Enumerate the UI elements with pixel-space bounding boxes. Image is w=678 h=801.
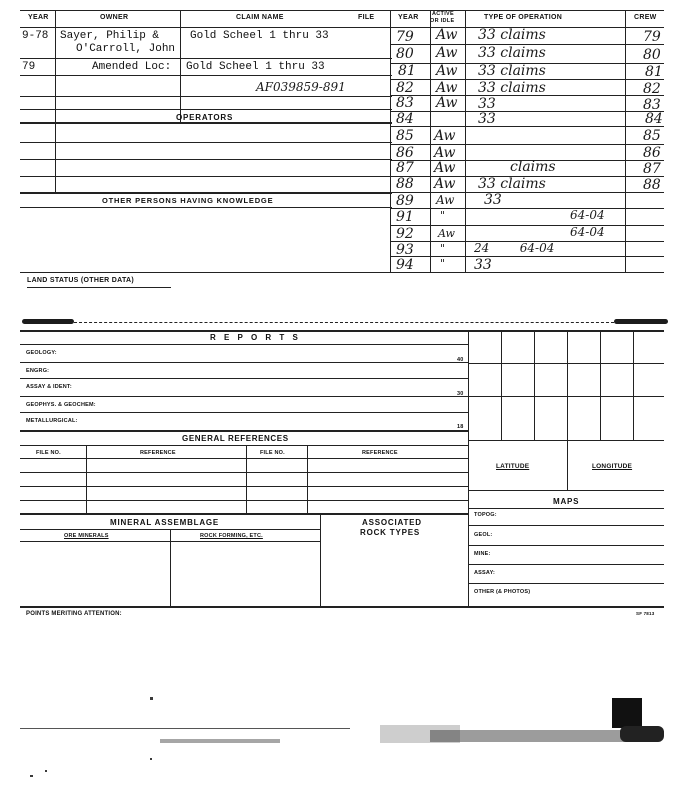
reference-header: REFERENCE (140, 450, 176, 456)
ops-year: 86 (396, 145, 414, 161)
ops-status: Aw (436, 95, 458, 111)
ops-crew: 86 (643, 145, 661, 161)
ops-crew: 88 (643, 177, 661, 193)
ops-crew: 87 (643, 161, 661, 177)
associated-label: ASSOCIATED (362, 518, 422, 527)
ops-crew: 82 (643, 81, 661, 97)
maps-assay: ASSAY: (474, 570, 496, 576)
ops-operation: 33 claims (478, 63, 546, 79)
reports-title: R E P O R T S (210, 333, 301, 342)
ops-crew: 83 (643, 97, 661, 113)
ops-status: " (440, 257, 446, 270)
owner-year: 9-78 (22, 30, 49, 42)
ops-year: 81 (398, 63, 416, 79)
ops-status: " (440, 242, 446, 255)
file-reference: AF039859-891 (256, 80, 346, 94)
ops-year: 94 (396, 257, 414, 273)
knowledge-label: OTHER PERSONS HAVING KNOWLEDGE (102, 196, 274, 205)
operators-label: OPERATORS (176, 113, 234, 122)
header-crew: CREW (634, 14, 657, 21)
latitude-label: LATITUDE (496, 463, 530, 470)
ops-year: 83 (396, 95, 414, 111)
reference-header-2: REFERENCE (362, 450, 398, 456)
ops-year: 91 (396, 209, 414, 225)
ops-year: 85 (396, 128, 414, 144)
file-no-header: FILE NO. (36, 450, 61, 456)
report-code: 30 (457, 391, 464, 397)
ops-operation: 33 claims (478, 45, 546, 61)
header-year: YEAR (28, 14, 49, 21)
ops-year: 87 (396, 160, 414, 176)
ops-status: Aw (436, 63, 458, 79)
ops-year: 80 (396, 46, 414, 62)
ops-operation: 64-04 (570, 225, 605, 239)
ops-status: Aw (434, 176, 456, 192)
ops-status: Aw (436, 193, 455, 207)
rock-types-label: ROCK TYPES (360, 528, 421, 537)
file-no-header-2: FILE NO. (260, 450, 285, 456)
ops-status: Aw (434, 145, 456, 161)
maps-other: OTHER (& PHOTOS) (474, 589, 531, 595)
ops-operation: 64-04 (570, 208, 605, 222)
owner-name: Amended Loc: (92, 61, 172, 73)
ops-status: Aw (436, 27, 458, 43)
owner-name: Sayer, Philip & (60, 30, 160, 42)
report-label: GEOLOGY: (26, 350, 57, 356)
ops-operation: 33 claims (478, 176, 546, 192)
points-label: POINTS MERITING ATTENTION: (26, 611, 122, 617)
ops-year: 84 (396, 111, 414, 127)
claim-name: Gold Scheel 1 thru 33 (186, 61, 325, 73)
ops-status: Aw (434, 160, 456, 176)
header-claim-name: CLAIM NAME (236, 14, 284, 21)
ops-status: Aw (438, 227, 455, 240)
ops-year: 89 (396, 193, 414, 209)
header-type-of-operation: TYPE OF OPERATION (484, 14, 563, 21)
header-owner: OWNER (100, 14, 129, 21)
claim-name: Gold Scheel 1 thru 33 (190, 30, 329, 42)
ops-year: 93 (396, 242, 414, 258)
ops-crew: 79 (643, 29, 661, 45)
ops-status: Aw (434, 128, 456, 144)
ops-status: " (440, 209, 446, 222)
header-active: ACTIVE (432, 11, 454, 17)
header-file: FILE (358, 14, 375, 21)
ops-status: Aw (436, 45, 458, 61)
mineral-assemblage-title: MINERAL ASSEMBLAGE (110, 518, 220, 527)
owner-year: 79 (22, 61, 36, 73)
report-code: 18 (457, 424, 464, 430)
ops-year: 92 (396, 226, 414, 242)
maps-title: MAPS (553, 497, 580, 506)
ops-year: 79 (396, 29, 414, 45)
header-year-2: YEAR (398, 14, 419, 21)
ops-operation: 33 claims (478, 27, 546, 43)
maps-mine: MINE: (474, 551, 491, 557)
maps-geol: GEOL: (474, 532, 493, 538)
maps-topog: TOPOG: (474, 512, 497, 518)
ops-operation: 33 (484, 192, 502, 208)
ops-operation: 33 (478, 111, 496, 127)
ops-status: Aw (436, 80, 458, 96)
ore-minerals-header: ORE MINERALS (64, 533, 109, 539)
ops-operation: 33 (474, 257, 492, 273)
ops-operation: 24 64-04 (474, 241, 555, 255)
ops-crew: 80 (643, 47, 661, 63)
report-label: ENGRG: (26, 368, 50, 374)
ops-operation: claims (510, 159, 556, 175)
report-label: ASSAY & IDENT: (26, 384, 72, 390)
header-or-idle: OR IDLE (430, 18, 455, 24)
ops-crew: 85 (643, 128, 661, 144)
ops-year: 82 (396, 80, 414, 96)
ops-crew: 84 (645, 111, 663, 127)
general-references-title: GENERAL REFERENCES (182, 434, 289, 443)
rock-forming-header: ROCK FORMING, ETC. (200, 533, 263, 539)
report-label: METALLURGICAL: (26, 418, 78, 424)
land-status-label: LAND STATUS (OTHER DATA) (27, 277, 135, 284)
ops-year: 88 (396, 176, 414, 192)
report-code: 40 (457, 357, 464, 363)
form-number: SF 7813 (636, 611, 655, 616)
ops-operation: 33 claims (478, 80, 546, 96)
owner-name: O'Carroll, John (76, 43, 176, 55)
longitude-label: LONGITUDE (592, 463, 633, 470)
ops-crew: 81 (645, 64, 663, 80)
report-label: GEOPHYS. & GEOCHEM: (26, 402, 96, 408)
ops-operation: 33 (478, 96, 496, 112)
